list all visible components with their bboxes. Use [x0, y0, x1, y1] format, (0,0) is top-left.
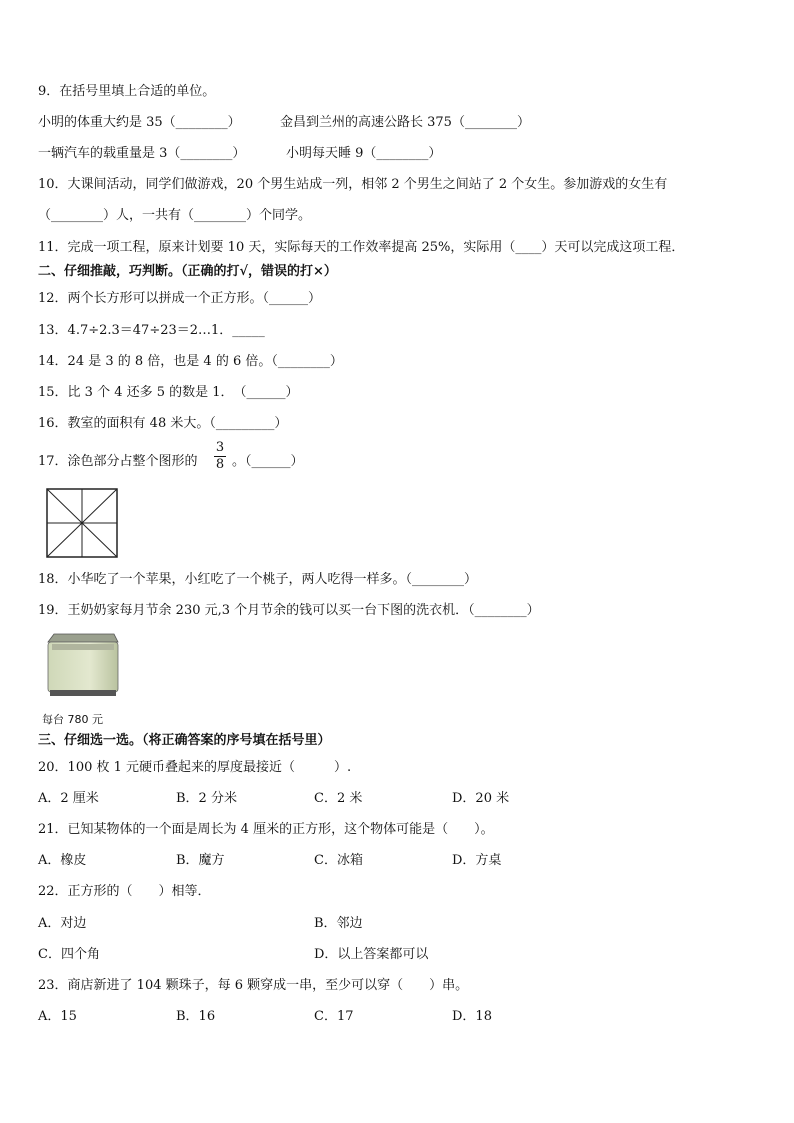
section-2-heading: 二、仔细推敲，巧判断。（正确的打√，错误的打×） [38, 264, 337, 279]
washing-machine-price: 每台 780 元 [42, 713, 103, 726]
q17-prefix: 17．涂色部分占整个图形的 [38, 454, 198, 469]
q9-item-weight: 小明的体重大约是 35（________） [38, 115, 241, 130]
q9-item-sleep: 小明每天睡 9（________） [286, 146, 442, 161]
q10-line2: （________）人，一共有（________）个同学。 [38, 208, 312, 223]
q20-option-b: B．2 分米 [176, 791, 237, 806]
q18-text: 18．小华吃了一个苹果，小红吃了一个桃子，两人吃得一样多。（________） [38, 572, 478, 587]
fraction-numerator: 3 [215, 440, 225, 455]
q22-option-b: B．邻边 [314, 916, 363, 931]
q17-suffix: 。（______） [232, 454, 304, 469]
q11-text: 11．完成一项工程，原来计划要 10 天，实际每天的工作效率提高 25%，实际用（____）天可以完成这项工程． [38, 240, 685, 255]
q10-line1: 10．大课间活动，同学们做游戏，20 个男生站成一列，相邻 2 个男生之间站了 2 个女生。参加游戏的女生有 [38, 177, 668, 192]
q17-square-figure [46, 488, 118, 558]
q9-title: 9．在括号里填上合适的单位。 [38, 84, 216, 99]
section-3-heading: 三、仔细选一选。（将正确答案的序号填在括号里） [38, 733, 331, 748]
machine-base [50, 690, 116, 696]
washing-machine-image [44, 630, 120, 698]
q9-item-truck: 一辆汽车的载重量是 3（________） [38, 146, 246, 161]
q9-item-highway: 金昌到兰州的高速公路长 375（________） [280, 115, 530, 130]
q22-option-d: D．以上答案都可以 [314, 947, 429, 962]
q21-option-c: C．冰箱 [314, 853, 363, 868]
machine-panel [52, 644, 114, 650]
q23-text: 23．商店新进了 104 颗珠子，每 6 颗穿成一串，至少可以穿（ ）串。 [38, 978, 469, 993]
q17-fraction [212, 441, 228, 472]
q20-option-d: D．20 米 [452, 791, 510, 806]
q22-option-a: A．对边 [38, 916, 87, 931]
q23-option-c: C．17 [314, 1009, 354, 1024]
q21-option-b: B．魔方 [176, 853, 225, 868]
q15-text: 15．比 3 个 4 还多 5 的数是 1． （______） [38, 385, 299, 400]
q20-option-c: C．2 米 [314, 791, 363, 806]
q22-option-c: C．四个角 [38, 947, 100, 962]
machine-lid [48, 634, 118, 642]
q12-text: 12．两个长方形可以拼成一个正方形。（______） [38, 291, 322, 306]
q21-option-a: A．橡皮 [38, 853, 87, 868]
q23-option-b: B．16 [176, 1009, 216, 1024]
q14-text: 14．24 是 3 的 8 倍，也是 4 的 6 倍。（________） [38, 354, 343, 369]
q19-text: 19．王奶奶家每月节余 230 元,3 个月节余的钱可以买一台下图的洗衣机．（________） [38, 603, 540, 618]
q20-option-a: A．2 厘米 [38, 791, 99, 806]
q21-text: 21．已知某物体的一个面是周长为 4 厘米的正方形，这个物体可能是（ ）。 [38, 822, 494, 837]
q23-option-a: A．15 [38, 1009, 77, 1024]
q23-option-d: D．18 [452, 1009, 492, 1024]
q21-option-d: D．方桌 [452, 853, 502, 868]
fraction-denominator: 8 [215, 457, 225, 472]
q20-text: 20．100 枚 1 元硬币叠起来的厚度最接近（ ）. [38, 760, 352, 775]
q13-text: 13．4.7÷2.3＝47÷23＝2…1．_____ [38, 323, 265, 338]
q16-text: 16．教室的面积有 48 米大。（_________） [38, 416, 288, 431]
q22-text: 22．正方形的（ ）相等． [38, 884, 211, 899]
